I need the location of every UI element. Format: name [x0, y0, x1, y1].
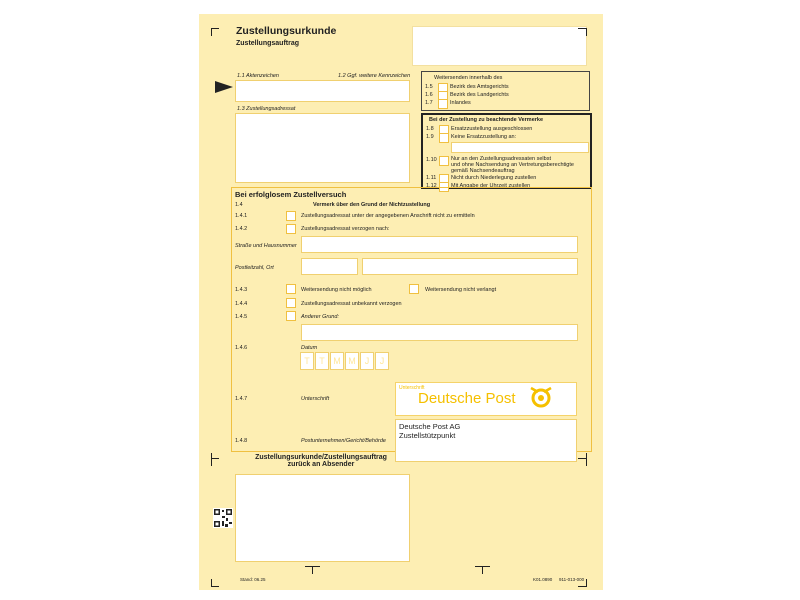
fold-mark [586, 453, 587, 466]
keine-ersatzzustellung-field[interactable] [451, 142, 589, 153]
fold-mark [211, 458, 219, 459]
date-cell[interactable]: M [345, 352, 359, 370]
date-cell[interactable]: T [300, 352, 314, 370]
note-text: Ersatzzustellung ausgeschlossen [451, 126, 533, 132]
crop-mark [586, 579, 587, 587]
signature-field[interactable] [395, 382, 577, 416]
qr-code-icon [213, 508, 233, 528]
note-text: gemäß Nachsendeauftrag [451, 168, 515, 174]
fold-mark [312, 566, 313, 574]
notes-heading: Bei der Zustellung zu beachtende Vermerke [429, 117, 544, 123]
zip-label: Postleitzahl, Ort [235, 265, 274, 271]
signature-field-label: Unterschrift [399, 385, 425, 391]
item-text: Zustellungsadressat unter der angegebenen Anschrift nicht zu ermitteln [301, 213, 475, 219]
item-num: 1.4 [235, 202, 243, 208]
keine-ersatzzustellung-checkbox[interactable] [439, 133, 449, 143]
note-text: Mit Angabe der Uhrzeit zustellen [451, 183, 531, 189]
note-text: Nicht durch Niederlegung zustellen [451, 175, 537, 181]
reason-heading: Vermerk über den Grund der Nichtzustellung [313, 202, 431, 208]
date-cell[interactable]: J [375, 352, 389, 370]
arrow-marker-icon [215, 81, 233, 93]
company-line: Deutsche Post AG [399, 422, 461, 431]
crop-mark [578, 28, 586, 29]
deutsche-post-wordmark: Deutsche Post [418, 390, 516, 407]
failed-delivery-section [231, 187, 592, 452]
fold-mark [578, 458, 586, 459]
date-cell[interactable]: J [360, 352, 374, 370]
item-num: 1.4.6 [235, 345, 248, 351]
city-field[interactable] [362, 258, 578, 275]
form-title: Zustellungsurkunde [236, 25, 337, 37]
footer-code: 911-013-000 [559, 577, 585, 582]
date-label: Datum [301, 345, 318, 351]
weitersendung-nicht-moeglich-checkbox[interactable] [286, 284, 296, 294]
signature-label: Unterschrift [301, 396, 330, 402]
nicht-ermitteln-checkbox[interactable] [286, 211, 296, 221]
fold-mark [211, 453, 212, 466]
crop-mark [211, 28, 219, 29]
aktenzeichen-label: 1.1 Aktenzeichen [237, 73, 279, 79]
crop-mark [578, 586, 586, 587]
forward-text: Bezirk des Landgerichts [450, 92, 509, 98]
item-text: Weitersendung nicht verlangt [425, 287, 497, 293]
footer-code: K01.0890 [533, 577, 553, 582]
item-num: 1.4.3 [235, 287, 248, 293]
date-cell[interactable]: M [330, 352, 344, 370]
forward-text: Bezirk des Amtsgerichts [450, 84, 509, 90]
nur-adressat-checkbox[interactable] [439, 156, 449, 166]
crop-mark [211, 579, 212, 587]
adressat-label: 1.3 Zustellungsadressat [237, 106, 296, 112]
verzogen-checkbox[interactable] [286, 224, 296, 234]
item-num: 1.4.7 [235, 396, 248, 402]
forward-text: Inlandes [450, 100, 471, 106]
note-num: 1.8 [426, 126, 434, 132]
aktenzeichen-field[interactable] [235, 80, 410, 102]
forward-num: 1.7 [425, 100, 433, 106]
notes-box [421, 113, 592, 189]
note-num: 1.11 [426, 175, 437, 181]
fold-mark [482, 566, 483, 574]
return-line: Zustellungsurkunde/Zustellungsauftrag [255, 454, 387, 461]
item-num: 1.4.5 [235, 314, 248, 320]
form-sheet [199, 14, 603, 590]
company-line: Zustellstützpunkt [399, 431, 456, 440]
post-horn-icon [528, 384, 554, 410]
return-line: zurück an Absender [287, 461, 355, 468]
item-text: Anderer Grund: [301, 314, 339, 320]
return-heading [236, 454, 406, 468]
item-num: 1.4.2 [235, 226, 248, 232]
street-label: Straße und Hausnummer [235, 243, 297, 249]
failed-heading: Bei erfolglosem Zustellversuch [235, 190, 347, 199]
note-text: Nur an den Zustellungsadressaten selbst [451, 156, 551, 162]
kennzeichen-label: 1.2 Ggf. weitere Kennzeichen [338, 73, 411, 79]
item-num: 1.4.4 [235, 301, 248, 307]
unbekannt-verzogen-checkbox[interactable] [286, 298, 296, 308]
return-address-field[interactable] [235, 474, 410, 562]
item-text: Zustellungsadressat unbekannt verzogen [301, 301, 402, 307]
adressat-field[interactable] [235, 113, 410, 183]
item-num: 1.4.1 [235, 213, 248, 219]
street-field[interactable] [301, 236, 578, 253]
note-text: Keine Ersatzzustellung an: [451, 134, 517, 140]
zip-field[interactable] [301, 258, 358, 275]
forward-box [421, 71, 590, 111]
note-num: 1.10 [426, 157, 437, 163]
item-text: Zustellungsadressat verzogen nach: [301, 226, 390, 232]
date-field[interactable] [300, 352, 389, 370]
weitersendung-nicht-verlangt-checkbox[interactable] [409, 284, 419, 294]
company-field[interactable] [395, 419, 577, 462]
footer-stand: Stand: 06.25 [240, 577, 266, 582]
crop-mark [211, 586, 219, 587]
crop-mark [586, 28, 587, 36]
forward-num: 1.6 [425, 92, 433, 98]
barcode-area [412, 26, 587, 66]
forward-num: 1.5 [425, 84, 433, 90]
note-num: 1.9 [426, 134, 434, 140]
forward-heading: Weitersenden innerhalb des [434, 75, 503, 81]
anderer-grund-checkbox[interactable] [286, 311, 296, 321]
anderer-grund-field[interactable] [301, 324, 578, 341]
forward-inland-checkbox[interactable] [438, 99, 448, 109]
form-subtitle: Zustellungsauftrag [236, 40, 300, 47]
item-num: 1.4.8 [235, 438, 248, 444]
item-text: Weitersendung nicht möglich [301, 287, 372, 293]
crop-mark [211, 28, 212, 36]
company-label: Postunternehmen/Gericht/Behörde [301, 438, 386, 444]
note-text: und ohne Nachsendung an Vertretungsberechtigte [451, 162, 574, 168]
date-cell[interactable]: T [315, 352, 329, 370]
note-num: 1.12 [426, 183, 437, 189]
